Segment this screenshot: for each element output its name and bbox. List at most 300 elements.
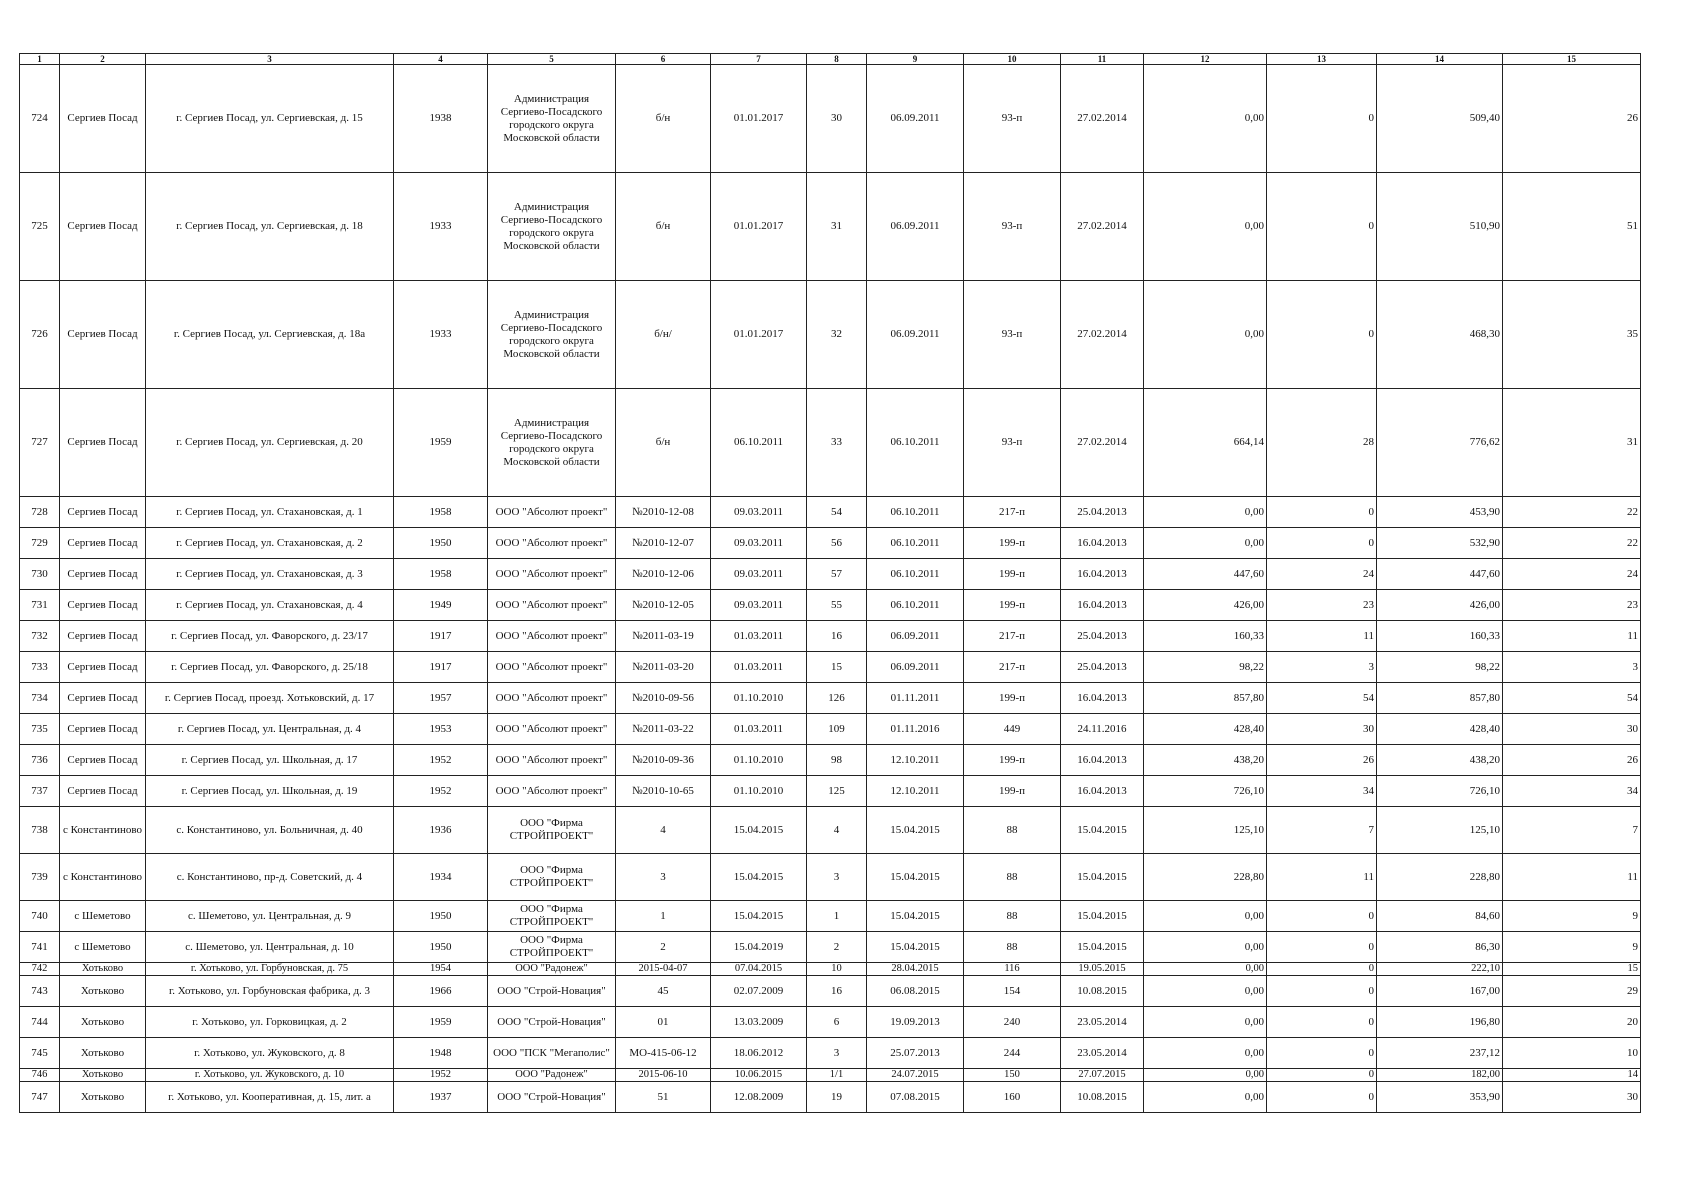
col-14: 426,00	[1377, 590, 1503, 621]
organization: ООО "Фирма СТРОЙПРОЕКТ"	[488, 901, 616, 932]
col-10: 88	[964, 932, 1061, 963]
col-10: 93-п	[964, 65, 1061, 173]
col-12: 438,20	[1144, 745, 1267, 776]
col-12: 125,10	[1144, 807, 1267, 854]
table-row	[20, 1082, 1641, 1113]
settlement: Сергиев Посад	[60, 389, 146, 497]
settlement: с Константиново	[60, 807, 146, 854]
col-15: 7	[1503, 807, 1641, 854]
col-15: 54	[1503, 683, 1641, 714]
table-row	[20, 901, 1641, 932]
address: г. Хотьково, ул. Горбуновская, д. 75	[146, 963, 394, 976]
settlement: Сергиев Посад	[60, 683, 146, 714]
col-12: 0,00	[1144, 901, 1267, 932]
row-number: 724	[20, 65, 60, 173]
col-15: 10	[1503, 1038, 1641, 1069]
table-row	[20, 173, 1641, 281]
col-10: 199-п	[964, 776, 1061, 807]
table-row	[20, 652, 1641, 683]
document-number: 01	[616, 1007, 711, 1038]
document-number: №2010-09-56	[616, 683, 711, 714]
col-12: 857,80	[1144, 683, 1267, 714]
row-number: 741	[20, 932, 60, 963]
table-row	[20, 976, 1641, 1007]
col-10: 160	[964, 1082, 1061, 1113]
row-number: 729	[20, 528, 60, 559]
address: г. Сергиев Посад, ул. Стахановская, д. 1	[146, 497, 394, 528]
col-8: 109	[807, 714, 867, 745]
table-row	[20, 963, 1641, 976]
col-8: 126	[807, 683, 867, 714]
col-12: 0,00	[1144, 1082, 1267, 1113]
col-11: 23.05.2014	[1061, 1007, 1144, 1038]
organization: ООО "Абсолют проект"	[488, 714, 616, 745]
table-row	[20, 932, 1641, 963]
address: г. Хотьково, ул. Горбуновская фабрика, д. 3	[146, 976, 394, 1007]
col-15: 3	[1503, 652, 1641, 683]
col-9: 06.10.2011	[867, 497, 964, 528]
document-date: 18.06.2012	[711, 1038, 807, 1069]
col-9: 06.09.2011	[867, 652, 964, 683]
document-date: 09.03.2011	[711, 559, 807, 590]
organization: ООО "Абсолют проект"	[488, 683, 616, 714]
address: с. Шеметово, ул. Центральная, д. 9	[146, 901, 394, 932]
col-15: 30	[1503, 714, 1641, 745]
col-14: 438,20	[1377, 745, 1503, 776]
address: г. Хотьково, ул. Кооперативная, д. 15, лит. а	[146, 1082, 394, 1113]
year-built: 1938	[394, 65, 488, 173]
col-12: 0,00	[1144, 173, 1267, 281]
row-number: 737	[20, 776, 60, 807]
column-number: 5	[488, 54, 616, 65]
column-number: 7	[711, 54, 807, 65]
col-14: 237,12	[1377, 1038, 1503, 1069]
year-built: 1966	[394, 976, 488, 1007]
column-number: 4	[394, 54, 488, 65]
col-13: 30	[1267, 714, 1377, 745]
column-number: 2	[60, 54, 146, 65]
year-built: 1937	[394, 1082, 488, 1113]
table-row	[20, 528, 1641, 559]
col-15: 11	[1503, 621, 1641, 652]
document-number: 4	[616, 807, 711, 854]
column-number: 6	[616, 54, 711, 65]
col-14: 196,80	[1377, 1007, 1503, 1038]
col-13: 0	[1267, 528, 1377, 559]
col-11: 10.08.2015	[1061, 976, 1144, 1007]
col-13: 24	[1267, 559, 1377, 590]
col-11: 25.04.2013	[1061, 652, 1144, 683]
col-13: 3	[1267, 652, 1377, 683]
address: г. Сергиев Посад, ул. Сергиевская, д. 18	[146, 173, 394, 281]
year-built: 1954	[394, 963, 488, 976]
settlement: с Шеметово	[60, 932, 146, 963]
col-9: 19.09.2013	[867, 1007, 964, 1038]
col-13: 0	[1267, 281, 1377, 389]
row-number: 742	[20, 963, 60, 976]
year-built: 1952	[394, 745, 488, 776]
year-built: 1917	[394, 621, 488, 652]
col-13: 26	[1267, 745, 1377, 776]
col-10: 93-п	[964, 389, 1061, 497]
col-8: 15	[807, 652, 867, 683]
col-8: 6	[807, 1007, 867, 1038]
row-number: 727	[20, 389, 60, 497]
table-row	[20, 683, 1641, 714]
settlement: Хотьково	[60, 1038, 146, 1069]
address: г. Хотьково, ул. Горковицкая, д. 2	[146, 1007, 394, 1038]
address: г. Сергиев Посад, ул. Школьная, д. 17	[146, 745, 394, 776]
col-12: 0,00	[1144, 497, 1267, 528]
column-number: 1	[20, 54, 60, 65]
year-built: 1933	[394, 281, 488, 389]
col-8: 55	[807, 590, 867, 621]
settlement: Сергиев Посад	[60, 65, 146, 173]
document-number: 1	[616, 901, 711, 932]
col-10: 199-п	[964, 528, 1061, 559]
col-14: 86,30	[1377, 932, 1503, 963]
settlement: Сергиев Посад	[60, 714, 146, 745]
col-12: 0,00	[1144, 1007, 1267, 1038]
col-9: 25.07.2013	[867, 1038, 964, 1069]
document-number: МО-415-06-12	[616, 1038, 711, 1069]
col-14: 167,00	[1377, 976, 1503, 1007]
column-number-row	[20, 54, 1641, 65]
col-12: 0,00	[1144, 281, 1267, 389]
col-8: 54	[807, 497, 867, 528]
col-8: 98	[807, 745, 867, 776]
col-8: 16	[807, 621, 867, 652]
document-date: 01.01.2017	[711, 173, 807, 281]
year-built: 1959	[394, 389, 488, 497]
col-13: 0	[1267, 173, 1377, 281]
col-14: 510,90	[1377, 173, 1503, 281]
col-13: 0	[1267, 1069, 1377, 1082]
col-12: 0,00	[1144, 1038, 1267, 1069]
row-number: 728	[20, 497, 60, 528]
col-9: 15.04.2015	[867, 854, 964, 901]
year-built: 1952	[394, 1069, 488, 1082]
year-built: 1950	[394, 901, 488, 932]
document-number: 2015-06-10	[616, 1069, 711, 1082]
organization: ООО "Абсолют проект"	[488, 497, 616, 528]
col-12: 447,60	[1144, 559, 1267, 590]
address: с. Шеметово, ул. Центральная, д. 10	[146, 932, 394, 963]
settlement: Сергиев Посад	[60, 559, 146, 590]
document-number: 51	[616, 1082, 711, 1113]
col-11: 27.02.2014	[1061, 389, 1144, 497]
col-8: 10	[807, 963, 867, 976]
col-15: 31	[1503, 389, 1641, 497]
table-row	[20, 807, 1641, 854]
settlement: Сергиев Посад	[60, 528, 146, 559]
document-number: 2015-04-07	[616, 963, 711, 976]
col-8: 4	[807, 807, 867, 854]
organization: ООО "Абсолют проект"	[488, 776, 616, 807]
col-10: 88	[964, 901, 1061, 932]
year-built: 1936	[394, 807, 488, 854]
document-number: №2011-03-22	[616, 714, 711, 745]
col-12: 228,80	[1144, 854, 1267, 901]
settlement: Хотьково	[60, 1069, 146, 1082]
col-8: 125	[807, 776, 867, 807]
col-15: 29	[1503, 976, 1641, 1007]
year-built: 1957	[394, 683, 488, 714]
col-12: 98,22	[1144, 652, 1267, 683]
document-date: 15.04.2015	[711, 854, 807, 901]
column-number: 9	[867, 54, 964, 65]
col-9: 24.07.2015	[867, 1069, 964, 1082]
col-12: 0,00	[1144, 963, 1267, 976]
address: с. Константиново, пр-д. Советский, д. 4	[146, 854, 394, 901]
col-14: 468,30	[1377, 281, 1503, 389]
organization: ООО "Фирма СТРОЙПРОЕКТ"	[488, 854, 616, 901]
column-number: 12	[1144, 54, 1267, 65]
col-9: 06.09.2011	[867, 173, 964, 281]
document-number: б/н/	[616, 281, 711, 389]
col-13: 54	[1267, 683, 1377, 714]
col-13: 0	[1267, 1007, 1377, 1038]
settlement: Сергиев Посад	[60, 281, 146, 389]
document-number: №2010-10-65	[616, 776, 711, 807]
row-number: 743	[20, 976, 60, 1007]
document-date: 15.04.2019	[711, 932, 807, 963]
col-9: 06.10.2011	[867, 559, 964, 590]
organization: Администрация Сергиево-Посадского городского округа Московской области	[488, 389, 616, 497]
col-15: 15	[1503, 963, 1641, 976]
col-9: 06.09.2011	[867, 621, 964, 652]
col-9: 01.11.2016	[867, 714, 964, 745]
table-row	[20, 497, 1641, 528]
document-number: 3	[616, 854, 711, 901]
col-15: 24	[1503, 559, 1641, 590]
year-built: 1949	[394, 590, 488, 621]
table-row	[20, 776, 1641, 807]
document-date: 01.03.2011	[711, 621, 807, 652]
document-date: 01.03.2011	[711, 652, 807, 683]
col-8: 33	[807, 389, 867, 497]
col-15: 26	[1503, 745, 1641, 776]
organization: ООО "Абсолют проект"	[488, 621, 616, 652]
settlement: с Константиново	[60, 854, 146, 901]
document-number: №2010-09-36	[616, 745, 711, 776]
col-10: 150	[964, 1069, 1061, 1082]
col-9: 06.09.2011	[867, 65, 964, 173]
year-built: 1934	[394, 854, 488, 901]
organization: ООО "Фирма СТРОЙПРОЕКТ"	[488, 932, 616, 963]
document-date: 15.04.2015	[711, 807, 807, 854]
column-number: 8	[807, 54, 867, 65]
col-12: 160,33	[1144, 621, 1267, 652]
address: г. Сергиев Посад, проезд. Хотьковский, д. 17	[146, 683, 394, 714]
col-9: 06.10.2011	[867, 528, 964, 559]
col-15: 35	[1503, 281, 1641, 389]
col-11: 27.02.2014	[1061, 173, 1144, 281]
col-11: 25.04.2013	[1061, 621, 1144, 652]
column-number: 10	[964, 54, 1061, 65]
col-11: 16.04.2013	[1061, 559, 1144, 590]
document-date: 01.03.2011	[711, 714, 807, 745]
col-10: 217-п	[964, 652, 1061, 683]
address: г. Сергиев Посад, ул. Стахановская, д. 4	[146, 590, 394, 621]
table-row	[20, 590, 1641, 621]
row-number: 744	[20, 1007, 60, 1038]
row-number: 725	[20, 173, 60, 281]
col-12: 726,10	[1144, 776, 1267, 807]
col-15: 9	[1503, 932, 1641, 963]
col-10: 449	[964, 714, 1061, 745]
column-number: 13	[1267, 54, 1377, 65]
col-8: 1/1	[807, 1069, 867, 1082]
table-row	[20, 1069, 1641, 1082]
col-11: 16.04.2013	[1061, 745, 1144, 776]
settlement: Хотьково	[60, 976, 146, 1007]
col-10: 199-п	[964, 683, 1061, 714]
col-9: 15.04.2015	[867, 807, 964, 854]
year-built: 1950	[394, 932, 488, 963]
document-number: №2011-03-20	[616, 652, 711, 683]
col-14: 125,10	[1377, 807, 1503, 854]
col-8: 3	[807, 854, 867, 901]
organization: Администрация Сергиево-Посадского городского округа Московской области	[488, 173, 616, 281]
col-11: 16.04.2013	[1061, 528, 1144, 559]
document-date: 01.10.2010	[711, 745, 807, 776]
col-8: 2	[807, 932, 867, 963]
settlement: Сергиев Посад	[60, 497, 146, 528]
col-14: 353,90	[1377, 1082, 1503, 1113]
col-14: 532,90	[1377, 528, 1503, 559]
settlement: Сергиев Посад	[60, 652, 146, 683]
address: г. Сергиев Посад, ул. Стахановская, д. 2	[146, 528, 394, 559]
col-13: 0	[1267, 976, 1377, 1007]
col-15: 26	[1503, 65, 1641, 173]
row-number: 734	[20, 683, 60, 714]
col-10: 244	[964, 1038, 1061, 1069]
col-12: 0,00	[1144, 65, 1267, 173]
col-15: 51	[1503, 173, 1641, 281]
document-date: 12.08.2009	[711, 1082, 807, 1113]
year-built: 1917	[394, 652, 488, 683]
col-11: 15.04.2015	[1061, 807, 1144, 854]
col-14: 447,60	[1377, 559, 1503, 590]
document-number: №2010-12-05	[616, 590, 711, 621]
col-10: 217-п	[964, 621, 1061, 652]
year-built: 1958	[394, 497, 488, 528]
document-date: 15.04.2015	[711, 901, 807, 932]
col-8: 32	[807, 281, 867, 389]
row-number: 735	[20, 714, 60, 745]
table-row	[20, 559, 1641, 590]
year-built: 1953	[394, 714, 488, 745]
row-number: 738	[20, 807, 60, 854]
col-9: 06.08.2015	[867, 976, 964, 1007]
organization: ООО "Абсолют проект"	[488, 590, 616, 621]
col-15: 22	[1503, 528, 1641, 559]
col-13: 11	[1267, 621, 1377, 652]
document-date: 10.06.2015	[711, 1069, 807, 1082]
col-8: 1	[807, 901, 867, 932]
col-12: 426,00	[1144, 590, 1267, 621]
row-number: 730	[20, 559, 60, 590]
document-date: 13.03.2009	[711, 1007, 807, 1038]
col-8: 16	[807, 976, 867, 1007]
address: г. Сергиев Посад, ул. Школьная, д. 19	[146, 776, 394, 807]
col-13: 0	[1267, 1082, 1377, 1113]
document-number: №2010-12-08	[616, 497, 711, 528]
col-13: 0	[1267, 963, 1377, 976]
document-date: 09.03.2011	[711, 497, 807, 528]
col-9: 15.04.2015	[867, 932, 964, 963]
col-10: 154	[964, 976, 1061, 1007]
row-number: 731	[20, 590, 60, 621]
col-14: 509,40	[1377, 65, 1503, 173]
organization: ООО "Абсолют проект"	[488, 528, 616, 559]
organization: ООО "ПСК "Мегаполис"	[488, 1038, 616, 1069]
settlement: Сергиев Посад	[60, 590, 146, 621]
document-number: 2	[616, 932, 711, 963]
col-10: 93-п	[964, 281, 1061, 389]
col-10: 199-п	[964, 745, 1061, 776]
col-8: 3	[807, 1038, 867, 1069]
table-row	[20, 281, 1641, 389]
document-number: №2011-03-19	[616, 621, 711, 652]
document-date: 01.10.2010	[711, 776, 807, 807]
document-date: 01.10.2010	[711, 683, 807, 714]
settlement: с Шеметово	[60, 901, 146, 932]
col-15: 14	[1503, 1069, 1641, 1082]
table-row	[20, 389, 1641, 497]
year-built: 1933	[394, 173, 488, 281]
col-14: 222,10	[1377, 963, 1503, 976]
year-built: 1958	[394, 559, 488, 590]
table-row	[20, 65, 1641, 173]
address: с. Константиново, ул. Больничная, д. 40	[146, 807, 394, 854]
column-number: 15	[1503, 54, 1641, 65]
document-date: 01.01.2017	[711, 281, 807, 389]
document-date: 01.01.2017	[711, 65, 807, 173]
address: г. Сергиев Посад, ул. Фаворского, д. 25/18	[146, 652, 394, 683]
col-11: 15.04.2015	[1061, 901, 1144, 932]
document-number: №2010-12-07	[616, 528, 711, 559]
col-11: 10.08.2015	[1061, 1082, 1144, 1113]
settlement: Сергиев Посад	[60, 173, 146, 281]
organization: ООО "Строй-Новация"	[488, 1007, 616, 1038]
organization: ООО "Абсолют проект"	[488, 745, 616, 776]
col-11: 27.02.2014	[1061, 281, 1144, 389]
col-10: 93-п	[964, 173, 1061, 281]
table-row	[20, 854, 1641, 901]
col-9: 12.10.2011	[867, 776, 964, 807]
register-table	[19, 53, 1641, 1113]
col-11: 15.04.2015	[1061, 854, 1144, 901]
col-11: 27.07.2015	[1061, 1069, 1144, 1082]
col-11: 27.02.2014	[1061, 65, 1144, 173]
col-14: 160,33	[1377, 621, 1503, 652]
organization: ООО "Радонеж"	[488, 1069, 616, 1082]
document-date: 07.04.2015	[711, 963, 807, 976]
address: г. Хотьково, ул. Жуковского, д. 8	[146, 1038, 394, 1069]
organization: ООО "Абсолют проект"	[488, 652, 616, 683]
document-date: 09.03.2011	[711, 528, 807, 559]
col-10: 116	[964, 963, 1061, 976]
settlement: Сергиев Посад	[60, 621, 146, 652]
column-number: 3	[146, 54, 394, 65]
address: г. Сергиев Посад, ул. Фаворского, д. 23/17	[146, 621, 394, 652]
col-11: 16.04.2013	[1061, 683, 1144, 714]
organization: Администрация Сергиево-Посадского городского округа Московской области	[488, 65, 616, 173]
col-9: 06.10.2011	[867, 590, 964, 621]
address: г. Сергиев Посад, ул. Сергиевская, д. 15	[146, 65, 394, 173]
